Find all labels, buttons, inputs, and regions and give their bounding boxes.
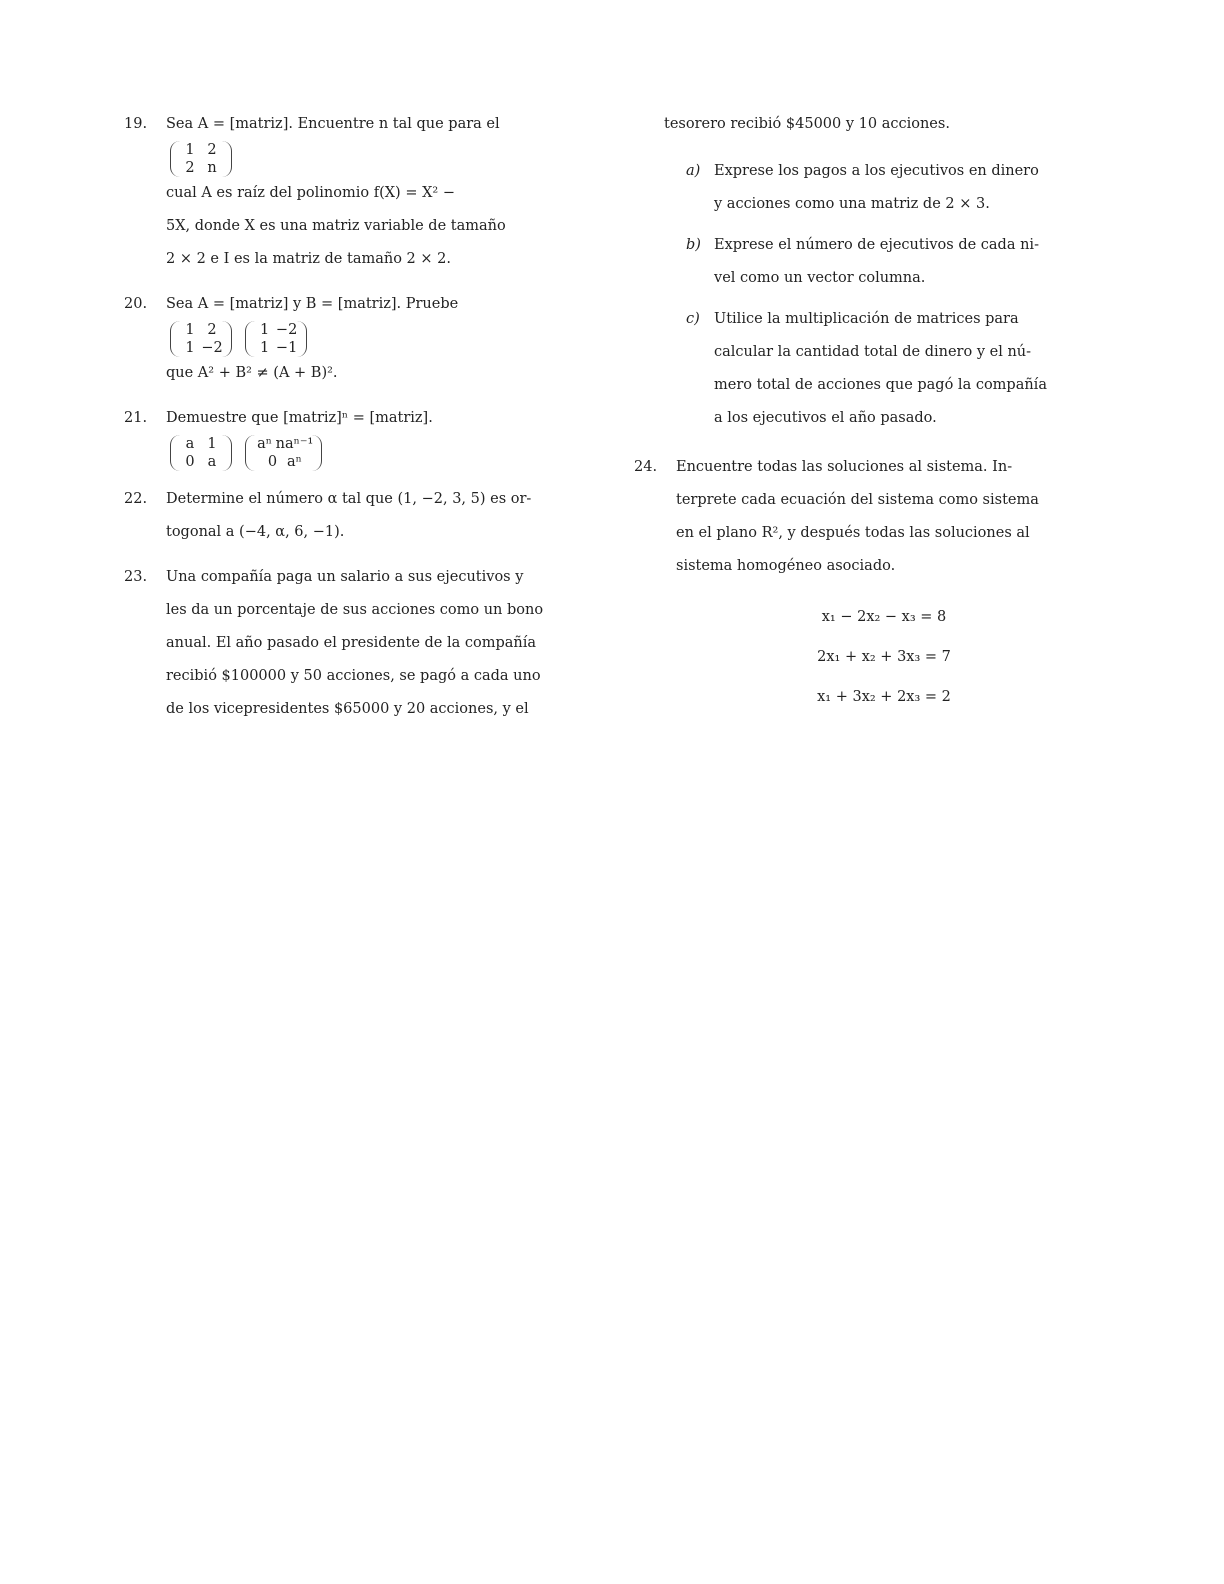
exercise-23-continuation: tesorero recibió $45000 y 10 acciones. [664,116,950,132]
text-line: Sea A = [matriz] y B = [matriz]. Pruebe [166,296,459,312]
equation: x₁ + 3x₂ + 2x₃ = 2 [817,689,951,705]
text-line: recibió $100000 y 50 acciones, se pagó a cada uno [166,668,541,684]
exercise-19 [124,108,604,276]
subitem-text [714,155,1104,221]
subitem-text [714,229,1104,295]
subitem-label: a) [686,163,701,179]
text-line: Demuestre que [matriz]ⁿ = [matriz]. [166,410,433,426]
exercise-21 [124,402,604,471]
exercise-number: 20. [124,296,148,312]
text-line: Sea A = [matriz]. Encuentre n tal que para el [166,116,500,132]
text-line: de los vicepresidentes $65000 y 20 acciones, y el [166,701,529,717]
exercise-text [166,402,604,471]
exercise-text [166,108,604,276]
exercise-22 [124,483,604,549]
text-line: anual. El año pasado el presidente de la compañía [166,635,537,651]
text-line: Exprese el número de ejecutivos de cada ni- [714,237,1039,253]
equation: x₁ − 2x₂ − x₃ = 8 [821,609,947,625]
matrix-a: a 1 0 a [170,435,232,471]
text-line: Una compañía paga un salario a sus ejecutivos y [166,569,524,585]
exercise-text [166,288,604,390]
matrix-b: 1 −2 1 −1 [245,321,307,357]
exercise-number: 22. [124,491,148,507]
exercise-text [166,561,604,726]
subitem-a [686,155,1104,221]
subitem-b [686,229,1104,295]
text-line: a los ejecutivos el año pasado. [714,410,937,426]
text-line: en el plano R², y después todas las soluciones al [676,525,1030,541]
exercise-text [676,451,1104,583]
left-column [124,108,604,738]
text-line: togonal a (−4, α, 6, −1). [166,524,345,540]
text-line: que A² + B² ≠ (A + B)². [166,365,338,381]
equation: 2x₁ + x₂ + 3x₃ = 7 [817,649,951,665]
subitem-label: b) [686,237,701,253]
text-line: calcular la cantidad total de dinero y el nú- [714,344,1032,360]
text-line: Encuentre todas las soluciones al sistema. In- [676,459,1013,475]
text-line: vel como un vector columna. [714,270,926,286]
text-line: sistema homogéneo asociado. [676,558,896,574]
matrix-a: 1 2 2 n [170,141,232,177]
text-line: terprete cada ecuación del sistema como sistema [676,492,1039,508]
equation-system [784,597,1104,717]
matrix-b: aⁿ naⁿ⁻¹ 0 aⁿ [245,435,323,471]
text-line: Determine el número α tal que (1, −2, 3, 5) es or- [166,491,532,507]
subitem-label: c) [686,311,700,327]
text-line: cual A es raíz del polinomio f(X) = X² − [166,185,455,201]
exercise-number: 21. [124,410,148,426]
exercise-20 [124,288,604,390]
text-line: y acciones como una matriz de 2 × 3. [714,196,990,212]
exercise-number: 24. [634,459,658,475]
exercise-23 [124,561,604,726]
exercise-24 [634,451,1104,583]
text-line: 5X, donde X es una matriz variable de tamaño [166,218,506,234]
text-line: mero total de acciones que pagó la compañía [714,377,1047,393]
matrix-a: 1 2 1 −2 [170,321,232,357]
subitem-c [686,303,1104,435]
text-line: Utilice la multiplicación de matrices para [714,311,1019,327]
exercise-number: 23. [124,569,148,585]
exercise-number: 19. [124,116,148,132]
exercise-text [166,483,604,549]
text-line: les da un porcentaje de sus acciones como un bono [166,602,544,618]
text-line: Exprese los pagos a los ejecutivos en dinero [714,163,1039,179]
right-column [634,108,1104,717]
subitem-text [714,303,1104,435]
text-line: 2 × 2 e I es la matriz de tamaño 2 × 2. [166,251,451,267]
